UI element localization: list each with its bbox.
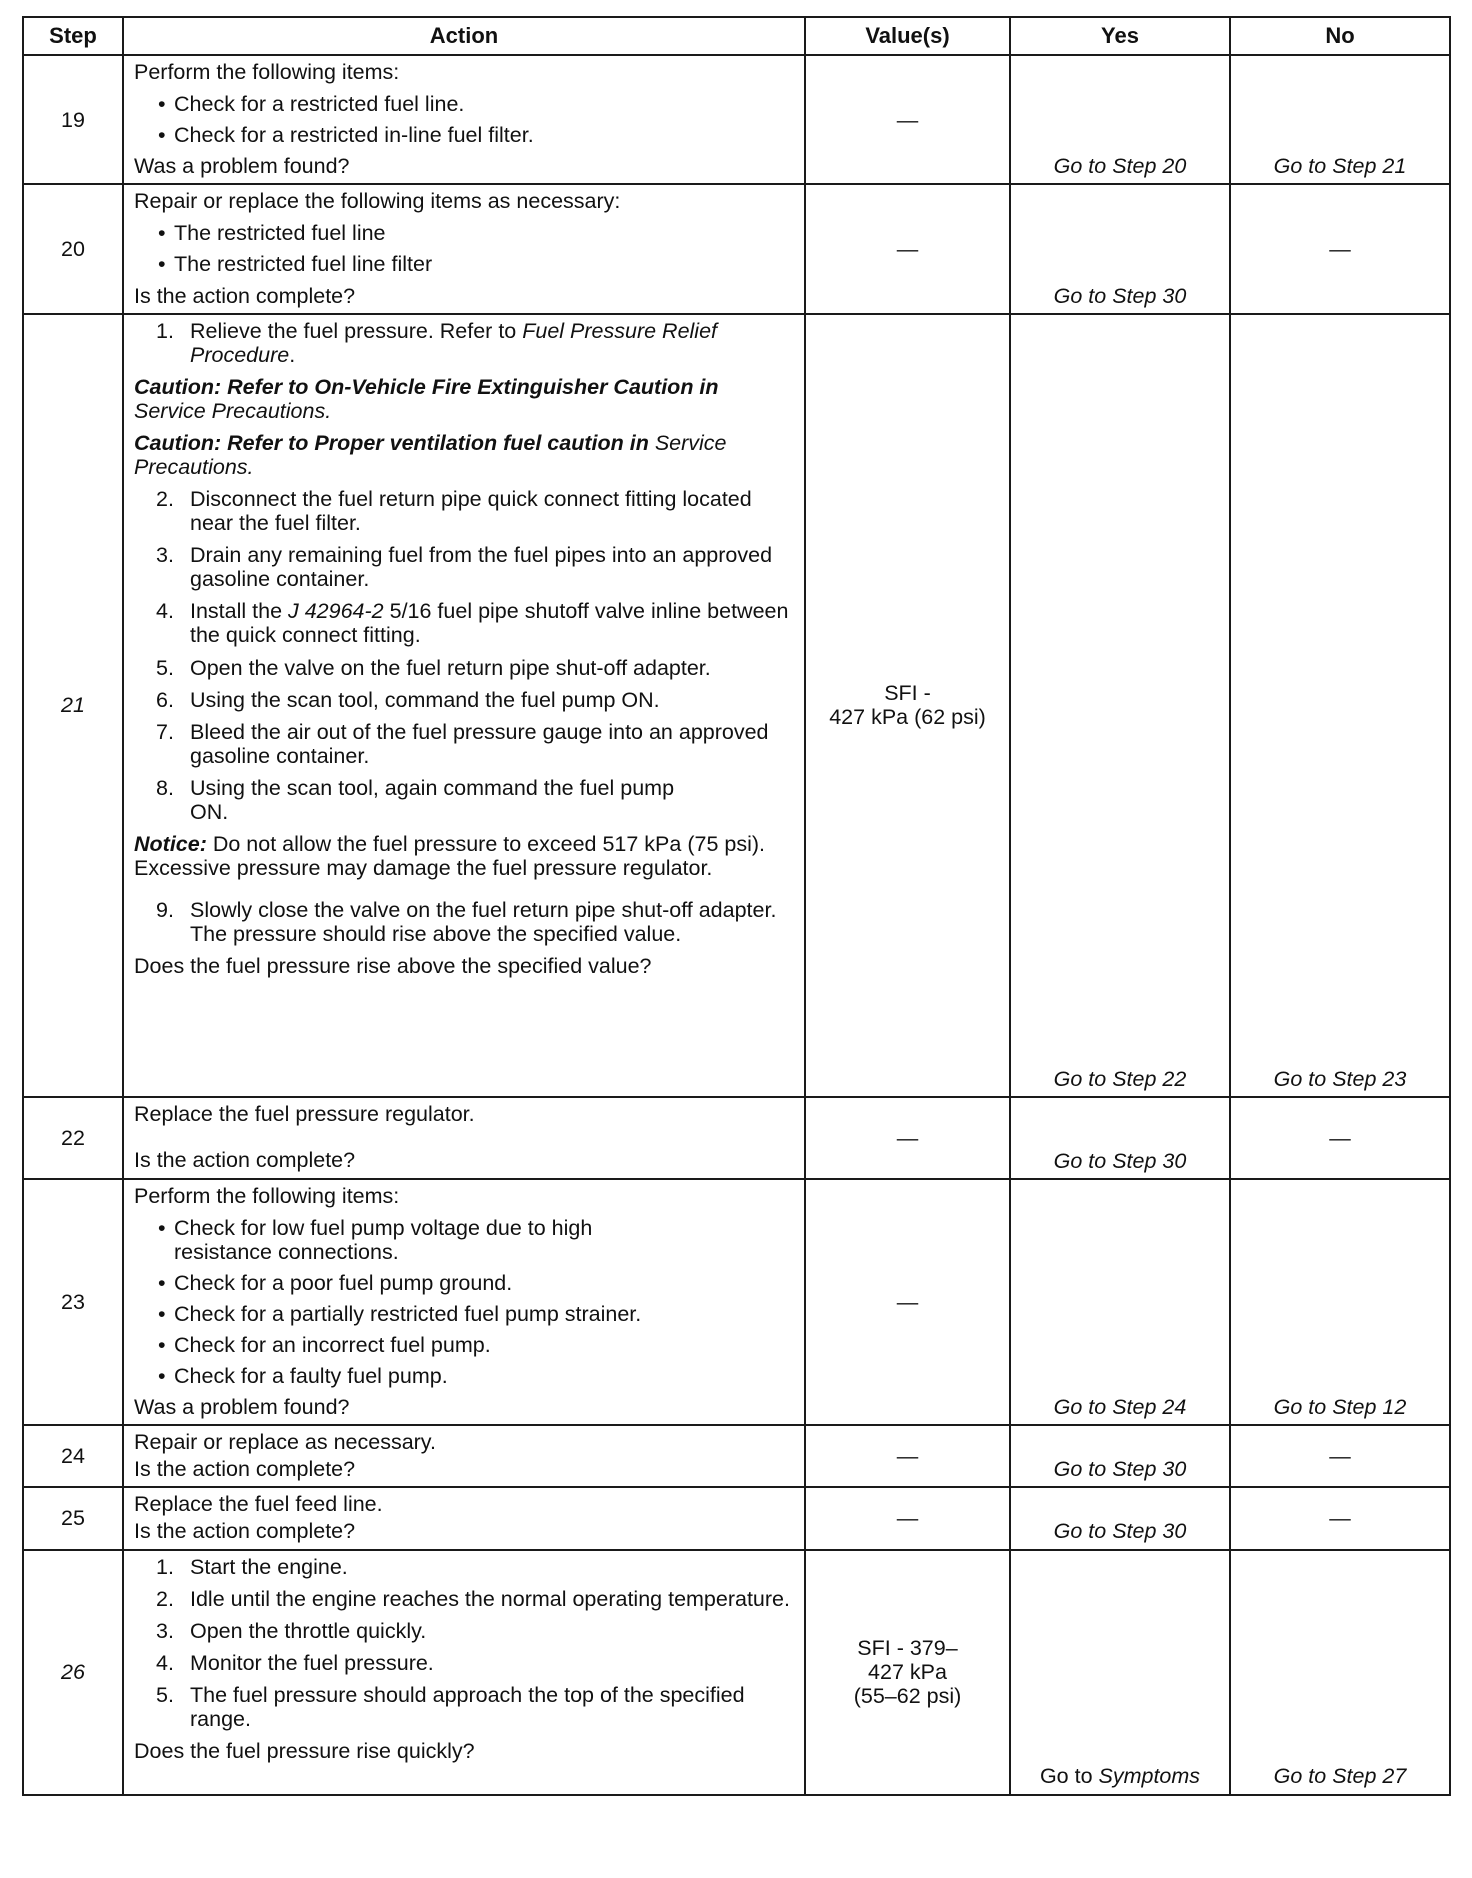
step-text: Drain any remaining fuel from the fuel pipes into an approved gasoline container. bbox=[190, 543, 773, 592]
caution-reference: Service Precautions. bbox=[134, 430, 727, 480]
value-cell: — bbox=[805, 1425, 1010, 1487]
step-row-19 bbox=[23, 55, 1450, 184]
yes-result: Go to Step 30 bbox=[1010, 1425, 1230, 1487]
action-question: Does the fuel pressure rise above the specified value? bbox=[134, 954, 652, 979]
step-index: 6. bbox=[156, 687, 174, 712]
value-cell: — bbox=[805, 1179, 1010, 1426]
header-step: Step bbox=[23, 17, 123, 55]
step-text: Start the engine. bbox=[190, 1554, 348, 1579]
caution-text: Caution: Refer to On-Vehicle Fire Extinguisher Caution in bbox=[134, 374, 719, 399]
step-number: 19 bbox=[23, 55, 123, 184]
step-index: 2. bbox=[156, 487, 174, 512]
action-cell bbox=[123, 1097, 805, 1179]
step-text-end: . bbox=[289, 342, 296, 367]
header-row bbox=[23, 17, 1450, 55]
step-text: Bleed the air out of the fuel pressure gauge into an approved gasoline container. bbox=[190, 719, 769, 768]
bullet-item: • Check for a restricted fuel line. bbox=[134, 92, 796, 116]
action-question: Is the action complete? bbox=[134, 283, 356, 308]
action-intro: Repair or replace the following items as necessary: bbox=[134, 189, 621, 214]
numbered-step bbox=[134, 1587, 796, 1611]
step-number: 25 bbox=[23, 1487, 123, 1549]
no-result: Go to Step 23 bbox=[1230, 314, 1450, 1097]
no-result: Go to Step 27 bbox=[1230, 1550, 1450, 1795]
no-result: — bbox=[1230, 1097, 1450, 1179]
step-text-end: 5/16 fuel pipe shutoff valve inline between the quick connect fitting. bbox=[190, 599, 789, 648]
action-cell bbox=[123, 55, 805, 184]
value-cell: — bbox=[805, 55, 1010, 184]
header-values: Value(s) bbox=[805, 17, 1010, 55]
step-index: 1. bbox=[156, 318, 174, 343]
step-index: 5. bbox=[156, 655, 174, 680]
value-cell: — bbox=[805, 184, 1010, 313]
step-text: Monitor the fuel pressure. bbox=[190, 1650, 434, 1675]
bullet-item: • Check for a faulty fuel pump. bbox=[134, 1364, 796, 1388]
action-question: Is the action complete? bbox=[134, 1457, 356, 1482]
step-row-22 bbox=[23, 1097, 1450, 1179]
numbered-step bbox=[134, 688, 796, 712]
numbered-step bbox=[134, 1683, 796, 1731]
value-line: SFI - bbox=[884, 681, 931, 706]
action-cell bbox=[123, 1425, 805, 1487]
numbered-step bbox=[134, 1651, 796, 1675]
yes-result: Go to Step 30 bbox=[1010, 1097, 1230, 1179]
step-index: 8. bbox=[156, 775, 174, 800]
notice-label: Notice: bbox=[134, 832, 207, 857]
step-index: 7. bbox=[156, 719, 174, 744]
bullet-item: • Check for a poor fuel pump ground. bbox=[134, 1271, 796, 1295]
step-text: Using the scan tool, again command the fuel pump ON. bbox=[190, 775, 675, 824]
step-text: Slowly close the valve on the fuel return pipe shut-off adapter. The pressure should rise above the specified value. bbox=[190, 898, 777, 947]
caution-note bbox=[134, 375, 796, 423]
notice-text: Do not allow the fuel pressure to exceed 517 kPa (75 psi). Excessive pressure may damage the fuel pressure regulator. bbox=[134, 832, 765, 881]
procedure-reference: Fuel Pressure Relief Procedure bbox=[190, 318, 718, 367]
value-line: 427 kPa (62 psi) bbox=[829, 705, 986, 730]
yes-result: Go to Step 30 bbox=[1010, 1487, 1230, 1549]
header-no: No bbox=[1230, 17, 1450, 55]
caution-text: Caution: Refer to Proper ventilation fuel caution in bbox=[134, 430, 655, 455]
value-line: SFI - 379– bbox=[857, 1635, 958, 1660]
symptoms-reference: Symptoms bbox=[1098, 1764, 1201, 1789]
step-text: Idle until the engine reaches the normal operating temperature. bbox=[190, 1586, 790, 1611]
step-number: 21 bbox=[23, 314, 123, 1097]
step-number: 20 bbox=[23, 184, 123, 313]
header-action: Action bbox=[123, 17, 805, 55]
step-text: Open the throttle quickly. bbox=[190, 1618, 427, 1643]
step-row-26 bbox=[23, 1550, 1450, 1795]
numbered-step bbox=[134, 776, 796, 824]
bullet-item: • Check for low fuel pump voltage due to high resistance connections. bbox=[134, 1216, 796, 1264]
action-text: Repair or replace as necessary. bbox=[134, 1430, 436, 1455]
numbered-step bbox=[134, 543, 796, 591]
diagnostic-table bbox=[22, 16, 1451, 1796]
bullet-item: • The restricted fuel line filter bbox=[134, 252, 796, 276]
value-cell bbox=[805, 1550, 1010, 1795]
bullet-item: • Check for an incorrect fuel pump. bbox=[134, 1333, 796, 1357]
step-index: 3. bbox=[156, 543, 174, 568]
numbered-step bbox=[134, 1619, 796, 1643]
action-cell bbox=[123, 1179, 805, 1426]
value-cell bbox=[805, 314, 1010, 1097]
action-cell bbox=[123, 1550, 805, 1795]
numbered-step bbox=[134, 1555, 796, 1579]
value-cell: — bbox=[805, 1097, 1010, 1179]
step-index: 4. bbox=[156, 599, 174, 624]
value-line: (55–62 psi) bbox=[853, 1684, 962, 1709]
no-result: — bbox=[1230, 184, 1450, 313]
no-result: — bbox=[1230, 1425, 1450, 1487]
step-row-21 bbox=[23, 314, 1450, 1097]
action-question: Is the action complete? bbox=[134, 1519, 356, 1544]
yes-result bbox=[1010, 1550, 1230, 1795]
no-result: Go to Step 12 bbox=[1230, 1179, 1450, 1426]
numbered-step bbox=[134, 898, 796, 946]
yes-result: Go to Step 30 bbox=[1010, 184, 1230, 313]
step-row-23 bbox=[23, 1179, 1450, 1426]
notice-note bbox=[134, 832, 796, 880]
numbered-step bbox=[134, 720, 796, 768]
step-row-25 bbox=[23, 1487, 1450, 1549]
no-result: Go to Step 21 bbox=[1230, 55, 1450, 184]
yes-prefix: Go to bbox=[1039, 1764, 1099, 1789]
action-cell bbox=[123, 1487, 805, 1549]
step-text: Using the scan tool, command the fuel pump ON. bbox=[190, 687, 660, 712]
step-text: Install the bbox=[190, 599, 288, 624]
caution-reference: Service Precautions. bbox=[134, 398, 332, 423]
step-number: 24 bbox=[23, 1425, 123, 1487]
action-question: Does the fuel pressure rise quickly? bbox=[134, 1739, 475, 1764]
numbered-step bbox=[134, 599, 796, 647]
numbered-step bbox=[134, 487, 796, 535]
step-index: 2. bbox=[156, 1586, 174, 1611]
action-text: Replace the fuel feed line. bbox=[134, 1492, 383, 1517]
tool-reference: J 42964-2 bbox=[288, 599, 384, 624]
step-index: 3. bbox=[156, 1618, 174, 1643]
step-number: 22 bbox=[23, 1097, 123, 1179]
step-text: Relieve the fuel pressure. Refer to bbox=[190, 318, 523, 343]
value-cell: — bbox=[805, 1487, 1010, 1549]
step-index: 4. bbox=[156, 1650, 174, 1675]
action-intro: Perform the following items: bbox=[134, 60, 400, 84]
step-index: 1. bbox=[156, 1554, 174, 1579]
action-question: Was a problem found? bbox=[134, 1395, 350, 1420]
action-question: Is the action complete? bbox=[134, 1147, 356, 1172]
step-text: The fuel pressure should approach the top of the specified range. bbox=[190, 1682, 745, 1731]
caution-note bbox=[134, 431, 796, 479]
no-result: — bbox=[1230, 1487, 1450, 1549]
action-text: Replace the fuel pressure regulator. bbox=[134, 1101, 475, 1126]
numbered-step bbox=[134, 319, 796, 367]
numbered-step bbox=[134, 656, 796, 680]
yes-result: Go to Step 24 bbox=[1010, 1179, 1230, 1426]
header-yes: Yes bbox=[1010, 17, 1230, 55]
step-row-24 bbox=[23, 1425, 1450, 1487]
step-text: Disconnect the fuel return pipe quick connect fitting located near the fuel filter. bbox=[190, 487, 752, 536]
yes-result: Go to Step 22 bbox=[1010, 314, 1230, 1097]
bullet-item: • Check for a restricted in-line fuel filter. bbox=[134, 123, 796, 147]
step-number: 23 bbox=[23, 1179, 123, 1426]
action-intro: Perform the following items: bbox=[134, 1183, 400, 1208]
yes-result: Go to Step 20 bbox=[1010, 55, 1230, 184]
action-cell bbox=[123, 184, 805, 313]
bullet-item: • Check for a partially restricted fuel pump strainer. bbox=[134, 1302, 796, 1326]
action-question: Was a problem found? bbox=[134, 154, 350, 179]
step-number: 26 bbox=[23, 1550, 123, 1795]
action-cell bbox=[123, 314, 805, 1097]
step-index: 9. bbox=[156, 898, 174, 923]
step-row-20 bbox=[23, 184, 1450, 313]
value-line: 427 kPa bbox=[868, 1660, 947, 1685]
bullet-item: • The restricted fuel line bbox=[134, 221, 796, 245]
step-index: 5. bbox=[156, 1682, 174, 1707]
step-text: Open the valve on the fuel return pipe shut-off adapter. bbox=[190, 655, 711, 680]
